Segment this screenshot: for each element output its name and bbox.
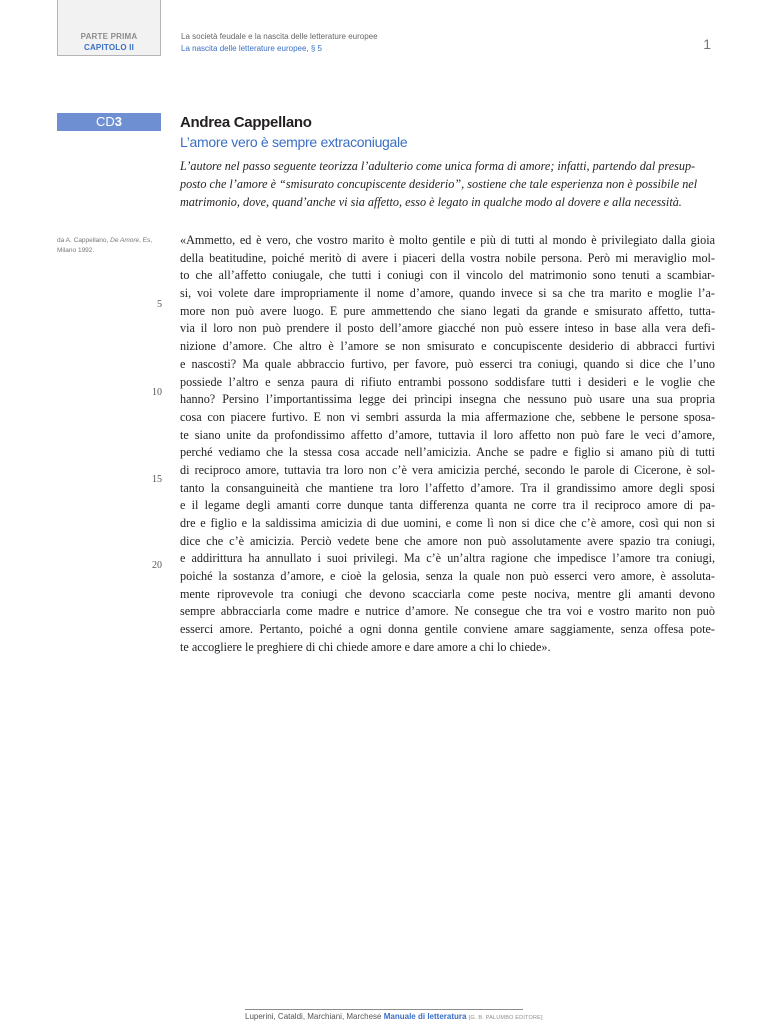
- text-line: poiché la sostanza d’amore, e cioè la gelosia, senza la quale non può esserci vero amore, è assoluta-: [180, 569, 715, 584]
- text-line: «Ammetto, ed è vero, che vostro marito è molto gentile e più di tutti al mondo è privilegiato dalla gioia: [180, 233, 715, 247]
- cd-badge-number: 3: [114, 114, 122, 129]
- footer-divider: [245, 1009, 523, 1010]
- text-line: e addirittura ha annullato i suoi privilegi. Ma c’è un’altra ragione che impedisce l’amore tra coniugi,: [180, 551, 715, 566]
- part-label: PARTE PRIMA: [80, 32, 138, 41]
- page-number: 1: [703, 36, 711, 52]
- text-line: hanno? Persino l’importantissima legge dei prìncipi insegna che nessuno può usare una sua propria: [180, 392, 715, 407]
- text-line: della beatitudine, poiché meritò di avere i piaceri della vostra nobile persona. Però mi meraviglio mol-: [180, 250, 715, 265]
- footer: [245, 1012, 543, 1021]
- chapter-label: CAPITOLO II: [83, 43, 135, 52]
- intro-paragraph: [180, 157, 712, 211]
- text-title: L’amore vero è sempre extraconiugale: [180, 134, 408, 150]
- text-line: te siano unite da profondissimo affetto d’amore, tuttavia il loro affetto non può fare le veci d’amore,: [180, 427, 715, 442]
- text-line: sempre abbracciarla come madre e nutrice d’amore. Ne consegue che tra voi e vostro marito non può: [180, 604, 715, 619]
- cd-track-badge: [57, 113, 161, 131]
- text-author: Andrea Cappellano: [180, 114, 312, 131]
- line-number: 10: [152, 387, 162, 398]
- line-number: 5: [157, 299, 162, 310]
- text-line: more non può avere luogo. E pure ammettendo che siano legati da grande e smisurato affetto, tutta-: [180, 303, 715, 318]
- text-line: via il loro non può prendere il posto dell’amore giacché non può essere inteso in base alla vera defi-: [180, 321, 715, 336]
- text-line: mente riprovevole tra coniugi che devono scacciarla come peste nociva, mentre gli amanti devono: [180, 586, 715, 601]
- text-line: nizione d’amore. Che altro è l’amore se non smisurato e concupiscente desiderio di abbracci furtivi: [180, 339, 715, 354]
- source-prefix: da A. Cappellano,: [57, 237, 111, 244]
- source-suffix: , Es,: [139, 237, 153, 244]
- running-head-section: La società feudale e la nascita delle letterature europee: [181, 32, 378, 41]
- text-line: cosa con piacere furtivo. E non vi sembri assurda la mia affermazione che, sebbene le persone sposa-: [180, 409, 715, 424]
- cd-badge-prefix: CD: [95, 114, 115, 129]
- line-number: 20: [152, 560, 162, 571]
- footer-authors: Luperini, Cataldi, Marchiani, Marchese: [245, 1012, 382, 1021]
- text-line: dre e figlio e la saldissima amicizia di due uomini, e come lì non si dice che c’è amore, così qui non si: [180, 516, 715, 530]
- intro-line: posto che l’amore è “smisurato concupiscente desiderio”, sostiene che tale esperienza non è possibile nel: [180, 177, 698, 191]
- text-line: dice che c’è amicizia. Perciò vedete bene che amore non può assolutamente avere spazio tra coniugi,: [180, 533, 715, 548]
- text-line: e il legame degli amanti corre dunque tanta differenza quanta ne corre tra il reciproco amore di pa-: [180, 498, 715, 513]
- source-work: De Amore: [110, 237, 140, 244]
- text-line: si, voi volete dare impropriamente il nome d’amore, quando invece si sa che tra marito e moglie l’a-: [180, 286, 715, 301]
- source-note: [57, 236, 167, 256]
- text-line: esserci amore. Pertanto, poiché a ogni donna gentile conviene amare saggiamente, senza offesa pote-: [180, 622, 715, 637]
- intro-line: matrimonio, dove, quand’anche vi sia affetto, esso è legato in qualche modo al dovere e alla necessità.: [180, 195, 682, 209]
- text-line: possiede l’altro e senza paura di rifiuto entrambi possono soddisfare tutti i desideri e le voglie che: [180, 374, 715, 389]
- footer-publisher: [G. B. PALUMBO EDITORE]: [468, 1015, 543, 1021]
- chapter-tab: [57, 0, 161, 56]
- main-text: [180, 232, 715, 657]
- text-line: to che all’affetto coniugale, che tutti i coniugi con il vincolo del matrimonio sono tenuti a scambiar-: [180, 268, 715, 283]
- source-place-year: Milano 1992.: [57, 247, 95, 254]
- text-line: e nascosti? Ma quale abbraccio furtivo, per favore, può esserci tra coniugi, quando si dice che l’uno: [180, 356, 715, 371]
- footer-book-title: Manuale di letteratura: [383, 1012, 467, 1021]
- text-line: te accogliere le preghiere di chi chiede amore e dare amore a chi lo chiede».: [180, 639, 551, 654]
- text-line: perché vediamo che la stessa cosa accade nell’amicizia. Anche se padre e figlio si amano più di tutti: [180, 445, 715, 460]
- intro-line: L’autore nel passo seguente teorizza l’adulterio come unica forma di amore; infatti, partendo dal presup-: [180, 159, 696, 173]
- line-number: 15: [152, 474, 162, 485]
- text-line: tanto la consanguineità che mantiene tra loro l’affetto d’amore. Tra il grandissimo amore degli sposi: [180, 480, 715, 495]
- text-line: di reciproco amore, tuttavia tra loro non c’è vera amicizia perché, secondo le parole di Cicerone, è sol-: [180, 462, 715, 477]
- running-head-subsection: La nascita delle letterature europee, § 5: [181, 44, 322, 53]
